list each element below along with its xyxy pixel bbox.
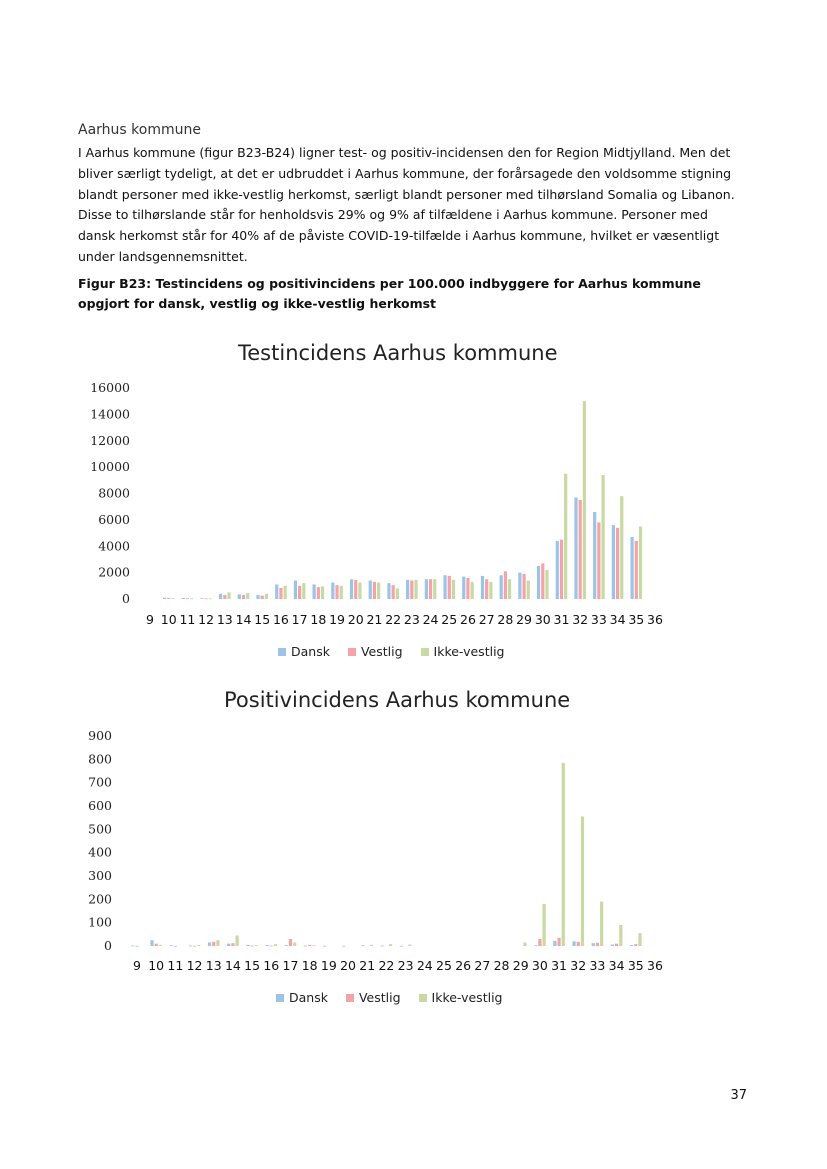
legend-swatch-vestlig — [346, 994, 354, 1002]
bar-dansk — [572, 941, 575, 946]
y-tick-label: 12000 — [90, 432, 130, 448]
x-tick-label: 20 — [340, 958, 356, 973]
bar-ikke-vestlig — [564, 474, 567, 599]
legend-label-ikke-vestlig: Ikke-vestlig — [433, 644, 505, 659]
x-tick-label: 26 — [455, 958, 472, 973]
x-tick-label: 24 — [416, 958, 433, 973]
bar-ikke-vestlig — [236, 936, 239, 947]
bar-vestlig — [392, 585, 395, 599]
y-tick-label: 700 — [88, 774, 112, 790]
chart-title-testincidens: Testincidens Aarhus kommune — [238, 341, 558, 365]
x-tick-label: 27 — [474, 958, 491, 973]
bar-ikke-vestlig — [209, 598, 212, 599]
x-tick-label: 14 — [224, 958, 241, 973]
bar-ikke-vestlig — [414, 580, 417, 599]
bar-vestlig — [335, 585, 338, 599]
bar-dansk — [406, 580, 409, 599]
x-tick-label: 35 — [628, 612, 645, 627]
legend-label-dansk: Dansk — [291, 644, 330, 659]
x-tick-label: 16 — [272, 612, 289, 627]
bar-vestlig — [317, 587, 320, 599]
x-tick-label: 33 — [590, 612, 607, 627]
bar-vestlig — [634, 944, 637, 946]
x-tick-label: 12 — [198, 612, 215, 627]
bar-dansk — [170, 945, 173, 946]
figure-caption: Figur B23: Testincidens og positivincidens per 100.000 indbyggere for Aarhus kommune opgjort for dansk, vestlig og ikke-vestlig herkomst — [78, 276, 701, 311]
legend-label-ikke-vestlig: Ikke-vestlig — [431, 990, 503, 1005]
bar-vestlig — [410, 581, 413, 599]
x-tick-label: 12 — [186, 958, 203, 973]
x-tick-label: 19 — [329, 612, 345, 627]
y-tick-label: 2000 — [98, 564, 130, 580]
x-tick-label: 20 — [347, 612, 364, 627]
bar-vestlig — [223, 595, 226, 599]
bar-ikke-vestlig — [377, 583, 380, 599]
y-tick-label: 400 — [88, 844, 112, 860]
bar-dansk — [462, 577, 465, 599]
y-tick-label: 600 — [88, 798, 112, 813]
x-tick-label: 18 — [310, 612, 327, 627]
bar-ikke-vestlig — [190, 598, 193, 599]
bar-vestlig — [186, 598, 189, 599]
bar-vestlig — [298, 586, 301, 599]
y-tick-label: 900 — [88, 728, 112, 743]
bar-dansk — [163, 598, 166, 599]
bar-vestlig — [615, 944, 618, 946]
bar-dansk — [611, 945, 614, 946]
x-tick-label: 15 — [254, 612, 271, 627]
bar-vestlig — [279, 588, 282, 599]
bar-vestlig — [485, 579, 488, 599]
y-tick-label: 14000 — [90, 406, 130, 422]
bar-vestlig — [557, 938, 560, 946]
bar-vestlig — [289, 939, 292, 946]
bar-ikke-vestlig — [227, 592, 230, 599]
x-tick-label: 31 — [551, 958, 568, 973]
bar-vestlig — [504, 571, 507, 599]
bar-vestlig — [635, 541, 638, 599]
legend-swatch-dansk — [276, 994, 284, 1002]
bar-ikke-vestlig — [171, 598, 174, 599]
legend-item-vestlig — [346, 990, 401, 1005]
bar-dansk — [592, 943, 595, 946]
bar-ikke-vestlig — [581, 817, 584, 947]
bar-dansk — [425, 579, 428, 599]
x-tick-label: 18 — [301, 958, 318, 973]
x-tick-label: 25 — [436, 958, 452, 973]
x-tick-label: 35 — [627, 958, 644, 973]
legend-label-vestlig: Vestlig — [360, 644, 403, 659]
bar-ikke-vestlig — [508, 579, 511, 599]
bar-dansk — [342, 946, 345, 947]
bar-ikke-vestlig — [396, 588, 399, 599]
x-tick-label: 13 — [216, 612, 233, 627]
bar-ikke-vestlig — [370, 945, 373, 946]
x-tick-label: 9 — [146, 612, 154, 627]
bar-dansk — [556, 541, 559, 599]
bar-vestlig — [560, 540, 563, 599]
y-tick-label: 500 — [88, 821, 112, 837]
legend-item-vestlig — [348, 644, 403, 659]
bar-dansk — [208, 943, 211, 947]
bar-ikke-vestlig — [340, 586, 343, 599]
x-tick-label: 33 — [589, 958, 606, 973]
legend-positivincidens — [276, 990, 516, 1005]
bar-dansk — [631, 537, 634, 599]
bar-vestlig — [212, 942, 215, 946]
x-tick-label: 9 — [133, 958, 141, 973]
bar-ikke-vestlig — [321, 586, 324, 599]
bar-ikke-vestlig — [274, 944, 277, 946]
x-tick-label: 32 — [570, 958, 587, 973]
x-tick-label: 11 — [167, 958, 184, 973]
bar-ikke-vestlig — [471, 582, 474, 599]
bar-dansk — [381, 946, 384, 947]
bar-dansk — [189, 946, 192, 947]
bar-vestlig — [155, 944, 158, 946]
bar-dansk — [266, 945, 269, 946]
bar-dansk — [350, 579, 353, 599]
x-tick-label: 31 — [553, 612, 570, 627]
bar-vestlig — [616, 528, 619, 599]
bar-vestlig — [231, 943, 234, 946]
x-tick-label: 28 — [493, 958, 510, 973]
bar-ikke-vestlig — [358, 583, 361, 599]
bar-dansk — [574, 497, 577, 599]
bar-dansk — [294, 581, 297, 599]
bar-ikke-vestlig — [619, 925, 622, 946]
bar-vestlig — [308, 945, 311, 946]
y-tick-label: 8000 — [98, 485, 130, 501]
x-tick-label: 23 — [397, 958, 414, 973]
bar-vestlig — [577, 942, 580, 946]
bar-dansk — [481, 576, 484, 599]
bar-dansk — [331, 583, 334, 599]
bar-dansk — [387, 583, 390, 599]
y-tick-label: 800 — [88, 751, 112, 767]
y-tick-label: 300 — [88, 868, 112, 883]
y-tick-label: 200 — [88, 891, 112, 907]
x-tick-label: 36 — [647, 958, 663, 973]
bar-dansk — [275, 584, 278, 599]
legend-label-vestlig: Vestlig — [358, 990, 401, 1005]
bar-dansk — [534, 945, 537, 946]
bar-vestlig — [373, 582, 376, 599]
bar-dansk — [131, 946, 134, 947]
legend-swatch-vestlig — [348, 648, 356, 656]
bar-ikke-vestlig — [620, 496, 623, 599]
bar-dansk — [256, 595, 259, 599]
y-tick-label: 16000 — [90, 380, 130, 395]
bar-vestlig — [174, 946, 177, 947]
bar-dansk — [182, 598, 185, 599]
bar-vestlig — [270, 946, 273, 947]
bar-vestlig — [596, 943, 599, 946]
bar-dansk — [238, 594, 241, 599]
x-tick-label: 22 — [378, 958, 395, 973]
x-tick-label: 10 — [160, 612, 177, 627]
x-tick-label: 21 — [359, 958, 376, 973]
legend-item-ikke-vestlig — [419, 990, 503, 1005]
x-tick-label: 30 — [534, 612, 551, 627]
x-tick-label: 11 — [179, 612, 196, 627]
bar-vestlig — [522, 574, 525, 599]
x-tick-label: 30 — [531, 958, 548, 973]
x-tick-label: 27 — [478, 612, 495, 627]
bar-ikke-vestlig — [389, 944, 392, 946]
positivincidens-chart — [0, 720, 827, 990]
bar-dansk — [518, 573, 521, 599]
x-tick-label: 15 — [244, 958, 261, 973]
x-tick-label: 34 — [608, 958, 625, 973]
bar-vestlig — [261, 596, 264, 599]
y-tick-label: 0 — [122, 591, 130, 606]
x-tick-label: 14 — [235, 612, 252, 627]
bar-vestlig — [354, 580, 357, 599]
bar-ikke-vestlig — [293, 943, 296, 947]
testincidens-chart — [0, 370, 827, 670]
x-tick-label: 24 — [422, 612, 439, 627]
bar-dansk — [227, 944, 230, 946]
bar-ikke-vestlig — [312, 945, 315, 946]
body-paragraph: I Aarhus kommune (figur B23-B24) ligner test- og positiv-incidensen den for Region Midtjylland. Men det bliver særligt tydeligt, at det er udbruddet i Aarhus kommune, der forårsagede den voldsomme stigning blandt personer med ikke-vestlig herkomst, særligt blandt personer med tilhørsland Somalia og Libanon. Disse to tilhørslande står for henholdsvis 29% og 9% af tilfældene i Aarhus kommune. Personer med dansk herkomst står for 40% af de påviste COVID-19-tilfælde i Aarhus kommune, hvilket er væsentligt under landsgennemsnittet. — [78, 145, 735, 264]
bar-dansk — [593, 512, 596, 599]
bar-vestlig — [193, 946, 196, 947]
bar-vestlig — [205, 598, 208, 599]
bar-ikke-vestlig — [562, 763, 565, 946]
bar-dansk — [537, 566, 540, 599]
x-tick-label: 17 — [282, 958, 299, 973]
bar-ikke-vestlig — [583, 401, 586, 599]
bar-ikke-vestlig — [302, 583, 305, 599]
bar-dansk — [304, 946, 307, 947]
chart-title-positivincidens: Positivincidens Aarhus kommune — [224, 688, 571, 712]
bar-ikke-vestlig — [523, 943, 526, 947]
bar-vestlig — [541, 563, 544, 599]
bar-dansk — [612, 525, 615, 599]
section-heading: Aarhus kommune — [78, 122, 201, 138]
bar-dansk — [630, 945, 633, 946]
legend-swatch-ikke-vestlig — [421, 648, 429, 656]
bar-dansk — [200, 598, 203, 599]
bar-ikke-vestlig — [542, 904, 545, 946]
bar-dansk — [150, 940, 153, 946]
y-tick-label: 4000 — [98, 538, 130, 554]
x-tick-label: 36 — [647, 612, 663, 627]
bar-ikke-vestlig — [265, 594, 268, 599]
x-tick-label: 16 — [263, 958, 280, 973]
page-number: 37 — [730, 1088, 747, 1103]
legend-testincidens — [278, 644, 518, 659]
bar-ikke-vestlig — [284, 586, 287, 599]
bar-dansk — [219, 594, 222, 599]
bar-vestlig — [251, 946, 254, 947]
x-tick-label: 28 — [497, 612, 514, 627]
bar-dansk — [313, 584, 316, 599]
x-tick-label: 10 — [148, 958, 165, 973]
bar-ikke-vestlig — [246, 593, 249, 599]
bar-vestlig — [167, 598, 170, 599]
bar-ikke-vestlig — [601, 475, 604, 599]
y-tick-label: 0 — [104, 938, 112, 953]
bar-ikke-vestlig — [545, 570, 548, 599]
x-tick-label: 23 — [403, 612, 420, 627]
legend-swatch-ikke-vestlig — [419, 994, 427, 1002]
bar-vestlig — [579, 500, 582, 599]
bar-ikke-vestlig — [159, 945, 162, 946]
bar-dansk — [553, 941, 556, 946]
bar-dansk — [246, 945, 249, 946]
bar-ikke-vestlig — [527, 581, 530, 599]
bar-vestlig — [135, 946, 138, 947]
x-tick-label: 22 — [385, 612, 402, 627]
legend-item-dansk — [276, 990, 328, 1005]
legend-item-ikke-vestlig — [421, 644, 505, 659]
legend-swatch-dansk — [278, 648, 286, 656]
bar-ikke-vestlig — [197, 945, 200, 946]
bar-dansk — [400, 946, 403, 947]
y-tick-label: 6000 — [98, 511, 130, 527]
bar-ikke-vestlig — [489, 582, 492, 599]
x-tick-label: 29 — [512, 958, 529, 973]
y-tick-label: 100 — [88, 914, 112, 930]
bar-vestlig — [466, 578, 469, 599]
legend-label-dansk: Dansk — [289, 990, 328, 1005]
bar-ikke-vestlig — [433, 579, 436, 599]
bar-vestlig — [538, 939, 541, 946]
x-tick-label: 29 — [516, 612, 533, 627]
bar-dansk — [323, 946, 326, 947]
bar-vestlig — [448, 576, 451, 599]
bar-dansk — [361, 945, 364, 946]
y-tick-label: 10000 — [90, 459, 130, 475]
x-tick-label: 25 — [441, 612, 458, 627]
bar-ikke-vestlig — [216, 940, 219, 946]
bar-dansk — [285, 945, 288, 946]
bar-dansk — [443, 575, 446, 599]
legend-item-dansk — [278, 644, 330, 659]
x-tick-label: 26 — [460, 612, 476, 627]
bar-ikke-vestlig — [452, 580, 455, 599]
bar-dansk — [369, 581, 372, 599]
x-tick-label: 21 — [366, 612, 383, 627]
x-tick-label: 34 — [609, 612, 626, 627]
bar-vestlig — [597, 523, 600, 599]
bar-dansk — [500, 575, 503, 599]
bar-vestlig — [242, 595, 245, 599]
x-tick-label: 19 — [320, 958, 337, 973]
bar-ikke-vestlig — [600, 902, 603, 946]
bar-vestlig — [429, 579, 432, 599]
x-tick-label: 32 — [572, 612, 589, 627]
x-tick-label: 17 — [291, 612, 308, 627]
x-tick-label: 13 — [205, 958, 222, 973]
bar-ikke-vestlig — [638, 933, 641, 946]
bar-ikke-vestlig — [408, 945, 411, 946]
bar-ikke-vestlig — [639, 526, 642, 599]
bar-ikke-vestlig — [255, 945, 258, 946]
